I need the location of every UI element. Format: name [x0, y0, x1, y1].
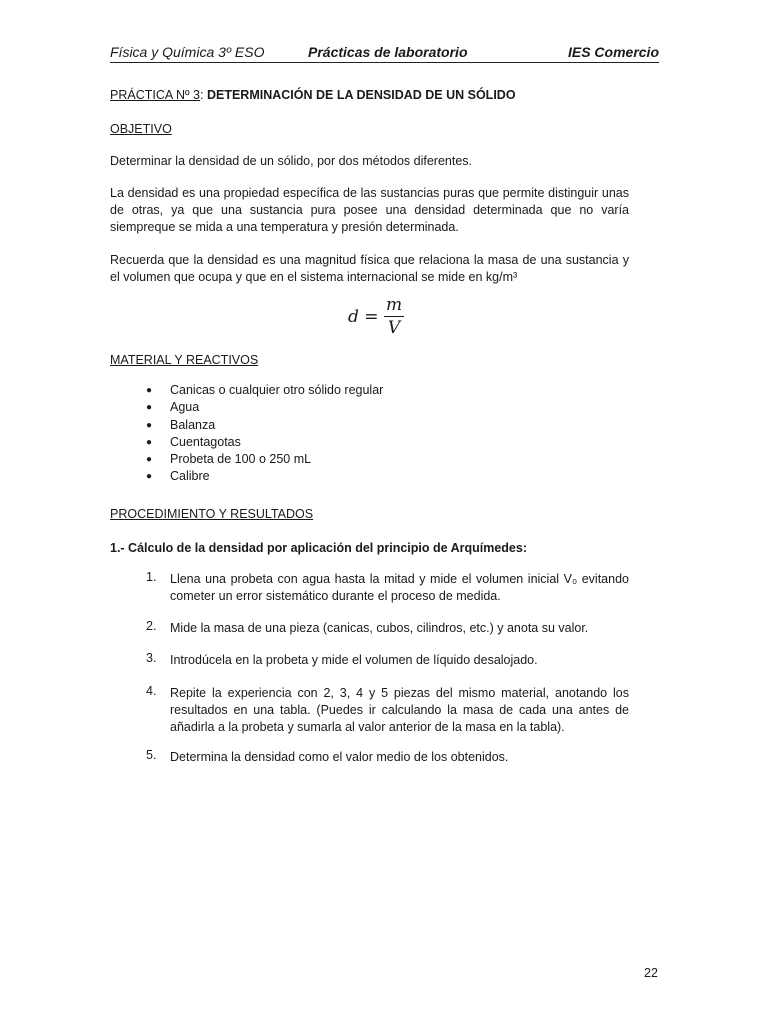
- list-item: ● Balanza: [146, 417, 383, 434]
- procedure-step: [146, 749, 629, 766]
- materials-list: [146, 382, 383, 486]
- practice-number: PRÁCTICA Nº 3: [110, 88, 201, 102]
- step-text: Introdúcela en la probeta y mide el volumen de líquido desalojado.: [170, 653, 538, 667]
- bullet-icon: ●: [146, 385, 153, 396]
- objective-paragraph-2: La densidad es una propiedad específica de las sustancias puras que permite distinguir unas de otras, ya que una sustancia pura posee una densidad determinada que no varía siempreque se mida a una temperatura y presión determinada.: [110, 186, 629, 234]
- list-item: ● Cuentagotas: [146, 434, 383, 451]
- step-text: Llena una probeta con agua hasta la mitad y mide el volumen inicial V₀ evitando cometer un error sistemático durante el proceso de medida.: [170, 572, 629, 603]
- list-item: ● Agua: [146, 399, 383, 416]
- practice-title: [110, 87, 629, 104]
- formula-denominator: V: [387, 318, 401, 338]
- materials-heading: MATERIAL Y REACTIVOS: [110, 353, 259, 367]
- bullet-icon: ●: [146, 419, 153, 431]
- header-title: Prácticas de laboratorio: [308, 44, 468, 60]
- bullet-icon: ●: [146, 436, 153, 448]
- step-text: Mide la masa de una pieza (canicas, cubos, cilindros, etc.) y anota su valor.: [170, 621, 589, 635]
- step-text: Repite la experiencia con 2, 3, 4 y 5 piezas del mismo material, anotando los resultados en una tabla. (Puedes ir calculando la masa de cada una antes de añadirla a la probeta y sumarla al valor anterior de la masa en la tabla).: [170, 686, 629, 734]
- density-formula: [348, 295, 412, 341]
- bullet-icon: ●: [146, 454, 153, 466]
- formula-lhs: d =: [348, 307, 379, 327]
- header-school: IES Comercio: [567, 44, 659, 60]
- objective-paragraph-3: Recuerda que la densidad es una magnitud física que relaciona la masa de una sustancia y el volumen que ocupa y que en el sistema internacional se mide en kg/m³: [110, 253, 629, 284]
- bullet-icon: ●: [146, 402, 153, 414]
- page-number: 22: [644, 966, 658, 980]
- bullet-icon: ●: [146, 471, 153, 483]
- page-header: [110, 42, 659, 63]
- step-number: 1.: [146, 570, 157, 584]
- step-text: Determina la densidad como el valor medio de los obtenidos.: [170, 750, 509, 764]
- procedure-step: [146, 571, 629, 605]
- formula-fraction: [384, 295, 404, 337]
- procedure-subheading: 1.- Cálculo de la densidad por aplicación del principio de Arquímedes:: [110, 541, 527, 555]
- procedure-step: [146, 652, 629, 669]
- practice-separator: :: [200, 88, 207, 102]
- objective-heading: OBJETIVO: [110, 122, 172, 136]
- step-number: 4.: [146, 684, 157, 698]
- list-item: ● Calibre: [146, 468, 383, 485]
- practice-name: DETERMINACIÓN DE LA DENSIDAD DE UN SÓLIDO: [206, 88, 516, 102]
- procedure-step: [146, 620, 629, 637]
- procedure-step: [146, 685, 629, 736]
- step-number: 2.: [146, 619, 157, 633]
- step-number: 5.: [146, 748, 157, 762]
- list-item: ● Canicas o cualquier otro sólido regular: [146, 382, 383, 399]
- list-item: ● Probeta de 100 o 250 mL: [146, 451, 383, 468]
- procedure-heading: PROCEDIMIENTO Y RESULTADOS: [110, 507, 314, 521]
- formula-numerator: m: [385, 295, 403, 315]
- objective-paragraph-1: Determinar la densidad de un sólido, por dos métodos diferentes.: [110, 154, 473, 168]
- step-number: 3.: [146, 651, 157, 665]
- header-subject: Física y Química 3º ESO: [110, 44, 265, 60]
